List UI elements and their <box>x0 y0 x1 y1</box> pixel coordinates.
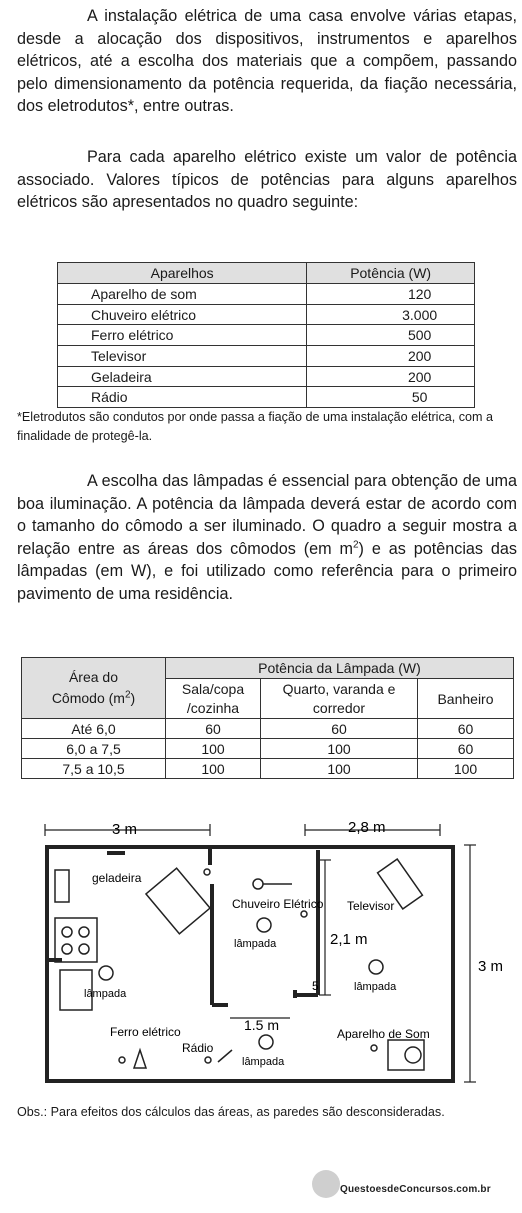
floor-plan <box>0 800 522 1100</box>
table-row <box>58 304 475 325</box>
header-sala-line1: Sala/copa <box>181 680 245 697</box>
dim-2-8m: 2,8 m <box>348 819 386 836</box>
header-area-sup: 2 <box>124 689 131 701</box>
header-potencia: Potência (W) <box>307 263 475 284</box>
cell-banheiro: 60 <box>418 739 514 759</box>
header-banheiro: Banheiro <box>418 679 514 719</box>
radio-icon <box>218 1050 232 1062</box>
table-row <box>58 366 475 387</box>
cell-quarto: 100 <box>261 759 418 779</box>
iron-icon <box>134 1050 146 1068</box>
header-area <box>22 658 166 719</box>
lamp-text-sup: 2 <box>352 539 359 551</box>
label-aparelho-som: Aparelho de Som <box>337 1027 430 1041</box>
label-geladeira: geladeira <box>92 871 142 885</box>
label-lampada-cozinha: lâmpada <box>84 988 127 1000</box>
outlet-icon <box>204 869 210 875</box>
label-lampada-corredor: lâmpada <box>242 1056 285 1068</box>
cell-sala: 100 <box>166 759 261 779</box>
cell-quarto: 60 <box>261 719 418 739</box>
appliance-name: Televisor <box>58 346 307 367</box>
label-digit-5: 5 <box>312 979 319 993</box>
appliance-power: 120 <box>307 284 475 305</box>
header-potencia-lampada: Potência da Lâmpada (W) <box>166 658 514 679</box>
header-aparelhos: Aparelhos <box>58 263 307 284</box>
area-range: 7,5 a 10,5 <box>22 759 166 779</box>
counter-icon <box>55 870 69 902</box>
table-row <box>58 325 475 346</box>
footnote: *Eletrodutos são condutos por onde passa a fiação de uma instalação elétrica, com a finalidade de protegê-la. <box>17 410 494 443</box>
lamp-power-table <box>21 657 514 779</box>
header-quarto-line2: corredor <box>312 699 366 716</box>
label-televisor: Televisor <box>347 899 395 913</box>
header-quarto-line1: Quarto, varanda e <box>282 680 396 697</box>
appliance-power: 200 <box>307 346 475 367</box>
table-row <box>58 346 475 367</box>
appliance-name: Chuveiro elétrico <box>58 304 307 325</box>
lamp-paragraph <box>17 470 517 606</box>
label-ferro: Ferro elétrico <box>110 1025 181 1039</box>
brand-logo-icon <box>312 1170 340 1198</box>
header-quarto <box>261 679 418 719</box>
obs-note: Obs.: Para efeitos dos cálculos das áreas, as paredes são desconsideradas. <box>17 1105 445 1119</box>
sound-system-icon <box>388 1040 424 1070</box>
lamp-text-a: A escolha das lâmpadas é essencial para obtenção de uma boa iluminação. A potência da lâmpada deverá estar de acordo com o tamanho do cômodo a ser iluminado. O quadro a seguir mostra a relação entre as áreas dos cômodos (em m <box>17 472 517 558</box>
brand-watermark: QuestoesdeConcursos.com.br <box>340 1184 491 1195</box>
appliance-name: Aparelho de som <box>58 284 307 305</box>
appliance-power-table <box>57 262 475 408</box>
cell-banheiro: 100 <box>418 759 514 779</box>
label-lampada-banheiro: lâmpada <box>234 938 277 950</box>
table-row <box>22 759 514 779</box>
outlet-icon <box>301 911 307 917</box>
header-area-close: ) <box>130 690 136 706</box>
outlet-icon <box>371 1045 377 1051</box>
dim-1-5m: 1.5 m <box>244 1017 280 1033</box>
table-row <box>58 387 475 408</box>
appliance-power: 3.000 <box>307 304 475 325</box>
table-row <box>58 284 475 305</box>
dim-3m-top: 3 m <box>112 821 138 838</box>
appliance-name: Geladeira <box>58 366 307 387</box>
power-paragraph <box>17 146 517 214</box>
dimension-lines <box>45 824 476 1082</box>
table-row <box>22 739 514 759</box>
area-range: 6,0 a 7,5 <box>22 739 166 759</box>
header-area-line1: Área do <box>68 669 119 685</box>
appliance-power: 200 <box>307 366 475 387</box>
appliance-name: Ferro elétrico <box>58 325 307 346</box>
appliance-name: Rádio <box>58 387 307 408</box>
lamp-text-b: ) e as potências das lâmpadas (em W), e foi utilizado como referência para o primeiro pavimento de uma residência. <box>17 539 518 603</box>
header-sala-line2: /cozinha <box>186 699 240 716</box>
outlet-icon <box>119 1057 125 1063</box>
table-header-row <box>22 658 514 679</box>
dim-3m-right: 3 m <box>478 958 504 975</box>
table-row <box>22 719 514 739</box>
cell-sala: 100 <box>166 739 261 759</box>
lamp-icon <box>259 1035 273 1049</box>
appliance-power: 50 <box>307 387 475 408</box>
intro-paragraph <box>17 5 517 118</box>
intro-text: A instalação elétrica de uma casa envolve várias etapas, desde a alocação dos dispositivos, instrumentos e aparelhos elétricos, até a escolha dos materiais que a compõem, passando pelo dimensionamento da potência requerida, da fiação necessária, dos eletrodutos*, entre outras. <box>17 7 517 116</box>
power-text: Para cada aparelho elétrico existe um valor de potência associado. Valores típicos de potências para alguns aparelhos elétricos são apresentados no quadro seguinte: <box>17 148 517 212</box>
table-header-row <box>58 263 475 284</box>
lamp-icon <box>99 966 113 980</box>
appliance-power: 500 <box>307 325 475 346</box>
header-area-line2: Cômodo (m <box>51 690 125 706</box>
label-chuveiro: Chuveiro Elétrico <box>232 897 324 911</box>
header-sala <box>166 679 261 719</box>
area-range: Até 6,0 <box>22 719 166 739</box>
label-lampada-quarto: lâmpada <box>354 981 397 993</box>
stove-icon <box>55 918 97 962</box>
outlet-icon <box>205 1057 211 1063</box>
cell-quarto: 100 <box>261 739 418 759</box>
lamp-icon <box>369 960 383 974</box>
cell-banheiro: 60 <box>418 719 514 739</box>
fridge-icon <box>146 868 210 934</box>
dim-2-1m: 2,1 m <box>330 931 368 948</box>
label-radio: Rádio <box>182 1041 214 1055</box>
lamp-icon <box>257 918 271 932</box>
shower-icon <box>253 879 263 889</box>
inner-walls <box>47 847 318 1005</box>
cell-sala: 60 <box>166 719 261 739</box>
